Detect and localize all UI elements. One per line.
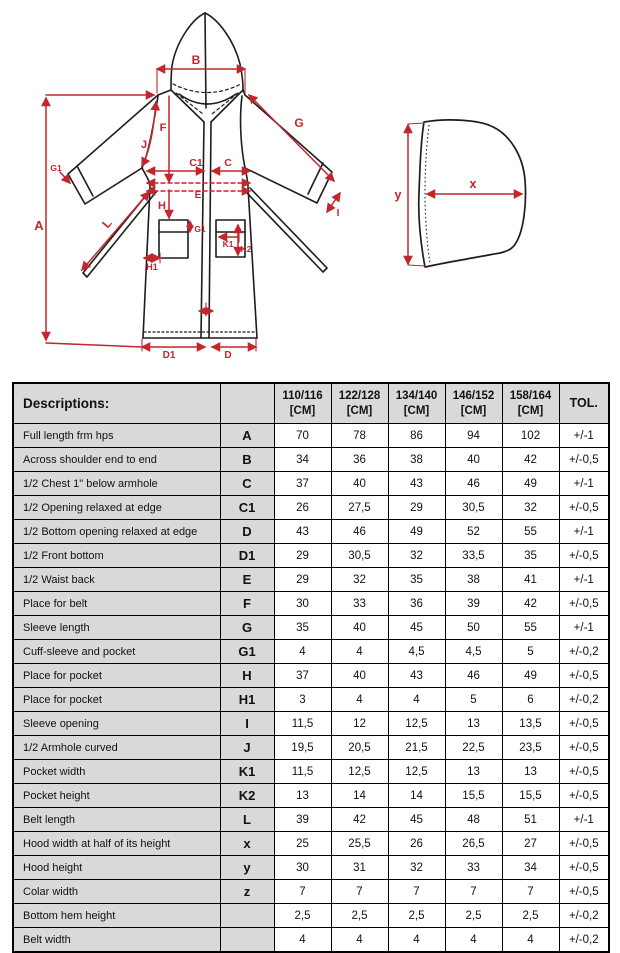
cell-value: 4: [331, 688, 388, 712]
cell-tolerance: +/-0,5: [559, 448, 609, 472]
dim-label-I: I: [336, 208, 340, 219]
cell-value: 27: [502, 832, 559, 856]
technical-drawing: [0, 0, 620, 378]
cell-value: 13: [502, 760, 559, 784]
cell-tolerance: +/-1: [559, 520, 609, 544]
cell-value: 70: [274, 424, 331, 448]
cell-value: 46: [445, 664, 502, 688]
cell-value: 30,5: [331, 544, 388, 568]
cell-value: 4,5: [388, 640, 445, 664]
cell-value: 2,5: [502, 904, 559, 928]
cell-value: 22,5: [445, 736, 502, 760]
table-row: [13, 736, 609, 760]
dim-label-H1: H1: [146, 262, 158, 272]
cell-value: 29: [274, 568, 331, 592]
cell-value: 32: [388, 544, 445, 568]
table-row: [13, 544, 609, 568]
cell-value: 5: [445, 688, 502, 712]
cell-tolerance: +/-1: [559, 568, 609, 592]
cell-value: 4: [331, 640, 388, 664]
cell-description: 1/2 Bottom opening relaxed at edge: [13, 520, 220, 544]
cell-value: 4: [445, 928, 502, 953]
cell-value: 102: [502, 424, 559, 448]
table-row: [13, 712, 609, 736]
cell-tolerance: +/-0,2: [559, 688, 609, 712]
cell-value: 7: [502, 880, 559, 904]
cell-description: Cuff-sleeve and pocket: [13, 640, 220, 664]
cell-value: 12,5: [388, 712, 445, 736]
cell-value: 12,5: [331, 760, 388, 784]
table-row: [13, 496, 609, 520]
measurement-table: [12, 382, 610, 953]
cell-value: 26,5: [445, 832, 502, 856]
cell-letter: G: [220, 616, 274, 640]
cell-value: 35: [388, 568, 445, 592]
cell-value: 19,5: [274, 736, 331, 760]
cell-value: 13,5: [502, 712, 559, 736]
cell-description: 1/2 Opening relaxed at edge: [13, 496, 220, 520]
table-row: [13, 448, 609, 472]
cell-value: 7: [274, 880, 331, 904]
size-header-122-128: 122/128 [CM]: [331, 383, 388, 424]
table-row: [13, 784, 609, 808]
cell-description: Belt length: [13, 808, 220, 832]
cell-letter: C: [220, 472, 274, 496]
hood-seam-dashed: [173, 84, 241, 114]
cell-value: 4: [274, 928, 331, 953]
cell-letter: y: [220, 856, 274, 880]
right-belt-tie: [246, 188, 327, 272]
cell-value: 26: [274, 496, 331, 520]
cell-letter: F: [220, 592, 274, 616]
cell-tolerance: +/-0,5: [559, 760, 609, 784]
table-row: [13, 664, 609, 688]
table-row: [13, 808, 609, 832]
cell-tolerance: +/-0,5: [559, 856, 609, 880]
cell-value: 25,5: [331, 832, 388, 856]
cell-letter: H1: [220, 688, 274, 712]
left-cuff-band: [77, 166, 93, 196]
cell-value: 55: [502, 616, 559, 640]
cell-description: Pocket height: [13, 784, 220, 808]
cell-description: Colar width: [13, 880, 220, 904]
cell-tolerance: +/-0,5: [559, 736, 609, 760]
cell-description: Bottom hem height: [13, 904, 220, 928]
cell-value: 32: [388, 856, 445, 880]
cell-value: 3: [274, 688, 331, 712]
right-sleeve: [245, 95, 332, 203]
cell-value: 31: [331, 856, 388, 880]
table-row: [13, 472, 609, 496]
cell-tolerance: +/-1: [559, 616, 609, 640]
dim-y-ext: [408, 123, 424, 124]
body-left-edge: [142, 168, 150, 338]
table-row: [13, 568, 609, 592]
dim-label-D: D: [224, 350, 232, 361]
table-row: [13, 904, 609, 928]
cell-value: 26: [388, 832, 445, 856]
size-header-134-140: 134/140 [CM]: [388, 383, 445, 424]
cell-letter: H: [220, 664, 274, 688]
table-row: [13, 640, 609, 664]
cell-letter: x: [220, 832, 274, 856]
cell-value: 4: [502, 928, 559, 953]
dim-L-line: [82, 192, 149, 270]
cell-value: 7: [388, 880, 445, 904]
cell-value: 23,5: [502, 736, 559, 760]
cell-letter: C1: [220, 496, 274, 520]
cell-value: 4: [274, 640, 331, 664]
dim-label-F: F: [159, 122, 167, 134]
cell-value: 34: [502, 856, 559, 880]
cell-letter: z: [220, 880, 274, 904]
cell-value: 20,5: [331, 736, 388, 760]
cell-description: 1/2 Waist back: [13, 568, 220, 592]
cell-value: 32: [502, 496, 559, 520]
cell-value: 14: [331, 784, 388, 808]
cell-value: 42: [502, 448, 559, 472]
cell-description: Hood width at half of its height: [13, 832, 220, 856]
cell-value: 12: [331, 712, 388, 736]
table-row: [13, 760, 609, 784]
dim-label-C: C: [224, 157, 232, 169]
dim-G-line: [249, 95, 334, 181]
cell-value: 4: [331, 928, 388, 953]
cell-letter: [220, 904, 274, 928]
cell-value: 36: [388, 592, 445, 616]
cell-value: 11,5: [274, 760, 331, 784]
cell-letter: K2: [220, 784, 274, 808]
table-row: [13, 832, 609, 856]
cell-value: 2,5: [274, 904, 331, 928]
cell-letter: J: [220, 736, 274, 760]
cell-value: 4: [388, 928, 445, 953]
right-armhole: [241, 96, 245, 168]
cell-letter: L: [220, 808, 274, 832]
cell-value: 37: [274, 664, 331, 688]
cell-tolerance: +/-0,2: [559, 928, 609, 953]
cell-tolerance: +/-0,5: [559, 592, 609, 616]
cell-value: 50: [445, 616, 502, 640]
cell-letter: K1: [220, 760, 274, 784]
letter-header: [220, 383, 274, 424]
cell-value: 42: [331, 808, 388, 832]
cell-value: 4: [388, 688, 445, 712]
cell-value: 49: [388, 520, 445, 544]
cell-value: 30: [274, 592, 331, 616]
cell-tolerance: +/-1: [559, 808, 609, 832]
dim-label-G1-cuff: G1: [50, 163, 62, 173]
cell-value: 21,5: [388, 736, 445, 760]
hood-outline: [205, 13, 243, 90]
dim-label-D1: D1: [162, 350, 176, 361]
cell-tolerance: +/-0,2: [559, 640, 609, 664]
cell-letter: E: [220, 568, 274, 592]
dim-label-y: y: [394, 188, 402, 202]
cell-value: 12,5: [388, 760, 445, 784]
cell-tolerance: +/-0,5: [559, 496, 609, 520]
descriptions-header: Descriptions:: [13, 383, 220, 424]
cell-value: 46: [445, 472, 502, 496]
cell-letter: B: [220, 448, 274, 472]
size-header-158-164: 158/164 [CM]: [502, 383, 559, 424]
left-pocket: [159, 220, 188, 258]
cell-value: 30,5: [445, 496, 502, 520]
cell-value: 13: [445, 712, 502, 736]
cell-value: 42: [502, 592, 559, 616]
cell-tolerance: +/-0,5: [559, 784, 609, 808]
cell-description: Place for pocket: [13, 664, 220, 688]
table-body: [13, 424, 609, 953]
cell-value: 51: [502, 808, 559, 832]
cell-letter: A: [220, 424, 274, 448]
cell-description: Full length frm hps: [13, 424, 220, 448]
cell-value: 39: [445, 592, 502, 616]
table-row: [13, 616, 609, 640]
dim-label-L: L: [99, 216, 115, 231]
table-row: [13, 688, 609, 712]
dim-label-x: x: [469, 177, 477, 191]
cell-value: 29: [388, 496, 445, 520]
cell-tolerance: +/-0,5: [559, 664, 609, 688]
cell-letter: D1: [220, 544, 274, 568]
cell-description: Sleeve opening: [13, 712, 220, 736]
table-row: [13, 520, 609, 544]
cell-value: 40: [331, 616, 388, 640]
table-header-row: [13, 383, 609, 424]
cell-value: 7: [445, 880, 502, 904]
cell-description: Place for pocket: [13, 688, 220, 712]
cell-value: 38: [388, 448, 445, 472]
dim-label-H: H: [158, 200, 166, 212]
cell-description: Pocket width: [13, 760, 220, 784]
cell-value: 78: [331, 424, 388, 448]
cell-letter: I: [220, 712, 274, 736]
cell-value: 94: [445, 424, 502, 448]
cell-value: 35: [502, 544, 559, 568]
cell-value: 5: [502, 640, 559, 664]
cell-value: 13: [274, 784, 331, 808]
cell-value: 35: [274, 616, 331, 640]
cell-value: 52: [445, 520, 502, 544]
cell-value: 41: [502, 568, 559, 592]
table-row: [13, 856, 609, 880]
dim-label-K1: K1: [222, 239, 234, 249]
cell-value: 6: [502, 688, 559, 712]
table-row: [13, 880, 609, 904]
dim-J-curve: [142, 102, 156, 166]
cell-value: 2,5: [445, 904, 502, 928]
cell-tolerance: +/-0,5: [559, 544, 609, 568]
cell-value: 38: [445, 568, 502, 592]
cell-value: 30: [274, 856, 331, 880]
dim-y-ext: [408, 265, 425, 266]
table-row: [13, 928, 609, 953]
cell-value: 27,5: [331, 496, 388, 520]
dim-label-K2: K2: [240, 244, 252, 254]
dim-label-G: G: [294, 116, 304, 130]
cell-value: 40: [331, 664, 388, 688]
cell-letter: D: [220, 520, 274, 544]
dim-label-J: J: [140, 139, 148, 151]
cell-description: 1/2 Chest 1" below armhole: [13, 472, 220, 496]
cell-value: 34: [274, 448, 331, 472]
cell-value: 43: [388, 664, 445, 688]
cell-description: 1/2 Front bottom: [13, 544, 220, 568]
cell-value: 45: [388, 616, 445, 640]
cell-value: 14: [388, 784, 445, 808]
cell-value: 11,5: [274, 712, 331, 736]
cell-value: 36: [331, 448, 388, 472]
cell-tolerance: +/-1: [559, 424, 609, 448]
cell-value: 32: [331, 568, 388, 592]
size-header-146-152: 146/152 [CM]: [445, 383, 502, 424]
cell-value: 55: [502, 520, 559, 544]
cell-value: 4,5: [445, 640, 502, 664]
cell-value: 33: [445, 856, 502, 880]
cell-description: Hood height: [13, 856, 220, 880]
cell-value: 15,5: [502, 784, 559, 808]
cell-value: 86: [388, 424, 445, 448]
hood-outline: [171, 13, 205, 90]
cell-letter: G1: [220, 640, 274, 664]
left-belt-tie: [83, 188, 156, 277]
table-row: [13, 592, 609, 616]
cell-description: 1/2 Armhole curved: [13, 736, 220, 760]
hood-center-seam: [205, 13, 206, 108]
dim-A-bottom-ext: [46, 343, 142, 347]
cell-value: 2,5: [331, 904, 388, 928]
cell-value: 43: [388, 472, 445, 496]
cell-value: 43: [274, 520, 331, 544]
cell-value: 49: [502, 664, 559, 688]
cell-value: 40: [445, 448, 502, 472]
cell-value: 2,5: [388, 904, 445, 928]
cell-value: 48: [445, 808, 502, 832]
cell-tolerance: +/-0,2: [559, 904, 609, 928]
cell-value: 7: [331, 880, 388, 904]
cell-tolerance: +/-1: [559, 472, 609, 496]
cell-value: 33: [331, 592, 388, 616]
dim-label-A: A: [34, 218, 44, 233]
cell-description: Across shoulder end to end: [13, 448, 220, 472]
cell-letter: [220, 928, 274, 953]
cell-value: 40: [331, 472, 388, 496]
table-row: [13, 424, 609, 448]
hood-diagram: [395, 120, 526, 267]
collar-line: [171, 90, 243, 122]
cell-description: Sleeve length: [13, 616, 220, 640]
cell-value: 13: [445, 760, 502, 784]
cell-description: Place for belt: [13, 592, 220, 616]
cell-description: Belt width: [13, 928, 220, 953]
cell-value: 33,5: [445, 544, 502, 568]
cell-tolerance: +/-0,5: [559, 880, 609, 904]
dim-label-B: B: [191, 53, 201, 67]
tolerance-header: TOL.: [559, 383, 609, 424]
cell-tolerance: +/-0,5: [559, 712, 609, 736]
cell-value: 37: [274, 472, 331, 496]
cell-value: 15,5: [445, 784, 502, 808]
cell-value: 49: [502, 472, 559, 496]
cell-tolerance: +/-0,5: [559, 832, 609, 856]
size-header-110-116: 110/116 [CM]: [274, 383, 331, 424]
cell-value: 39: [274, 808, 331, 832]
cell-value: 29: [274, 544, 331, 568]
dim-label-E: E: [194, 190, 202, 201]
cell-value: 25: [274, 832, 331, 856]
cell-value: 46: [331, 520, 388, 544]
dim-label-G1-pocket: G1: [194, 224, 206, 234]
dim-label-C1: C1: [189, 157, 203, 169]
cell-value: 45: [388, 808, 445, 832]
